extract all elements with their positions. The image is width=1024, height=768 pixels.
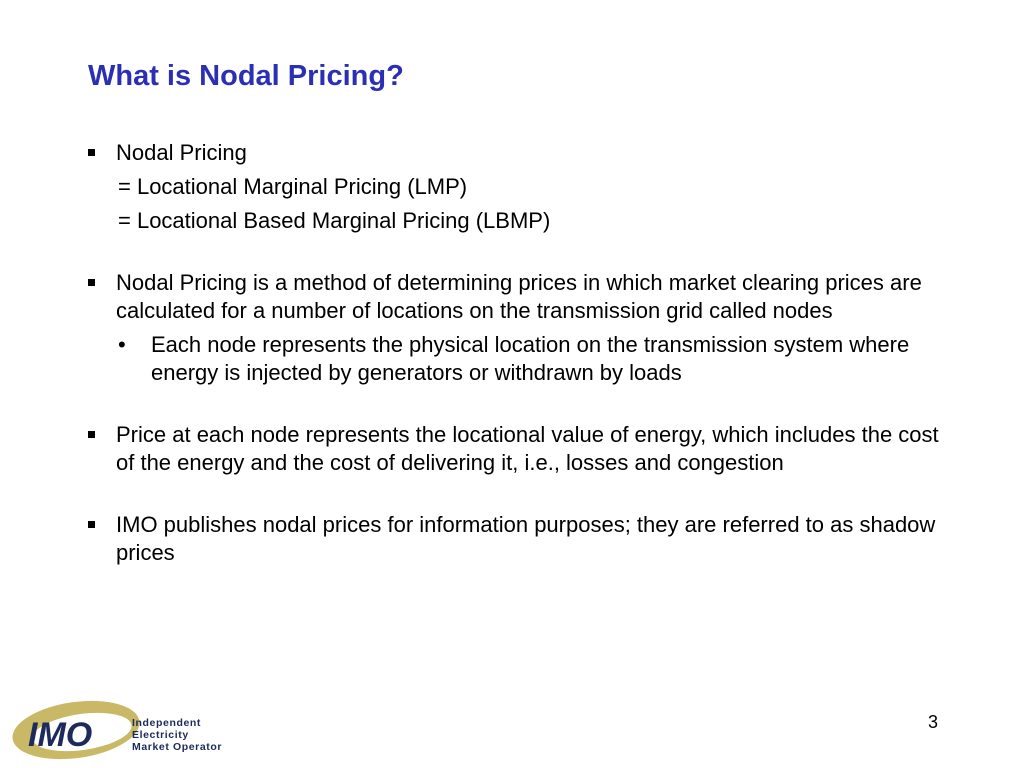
logo-line-1: Independent xyxy=(132,717,202,729)
bullet-text: Nodal Pricing is a method of determining prices in which market clearing prices are calculated for a number of locations on the transmission grid called nodes xyxy=(116,270,922,323)
bullet-item xyxy=(88,269,958,325)
slide-body xyxy=(88,139,958,567)
sub-bullet-text: Each node represents the physical location on the transmission system where energy is injected by generators or withdrawn by loads xyxy=(151,332,910,385)
bullet-item xyxy=(88,139,958,167)
dot-bullet-icon: • xyxy=(118,332,126,357)
logo-caption xyxy=(132,717,222,753)
square-bullet-icon xyxy=(88,521,95,528)
logo-line-3: Market Operator xyxy=(132,741,223,753)
page-number: 3 xyxy=(927,712,938,732)
slide-title: What is Nodal Pricing? xyxy=(88,60,404,92)
square-bullet-icon xyxy=(88,149,95,156)
bullet-text: IMO publishes nodal prices for information purposes; they are referred to as shadow prices xyxy=(116,512,936,565)
logo-line-2: Electricity xyxy=(132,729,189,741)
bullet-sub-line: = Locational Marginal Pricing (LMP) xyxy=(118,174,468,199)
bullet-text: Nodal Pricing xyxy=(116,140,247,165)
logo-mark-text: IMO xyxy=(28,716,93,754)
square-bullet-icon xyxy=(88,431,95,438)
bullet-item xyxy=(88,511,958,567)
bullet-sub-line: = Locational Based Marginal Pricing (LBMP) xyxy=(118,208,551,233)
square-bullet-icon xyxy=(88,279,95,286)
bullet-text: Price at each node represents the locational value of energy, which includes the cost of the energy and the cost of delivering it, i.e., losses and congestion xyxy=(116,422,939,475)
sub-bullet-item xyxy=(88,331,958,387)
bullet-item xyxy=(88,421,958,477)
